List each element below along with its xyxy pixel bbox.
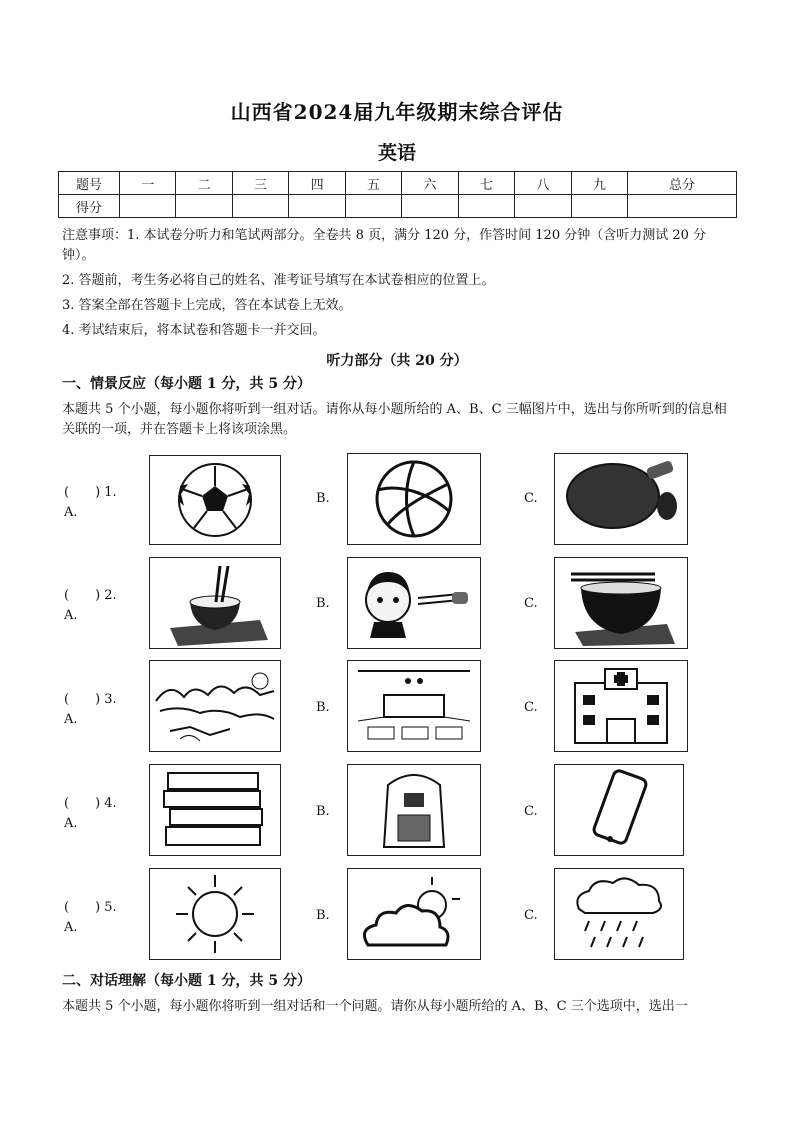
option-c-label: C. [524,804,538,819]
note-item: 4. 考试结束后，将本试卷和答题卡一并交回。 [62,323,326,338]
score-table [58,171,737,218]
noodle-bowl-icon[interactable] [554,557,688,649]
question-1-label: ( ) 1. [64,485,117,500]
score-cell[interactable] [232,195,288,218]
books-stack-icon[interactable] [149,764,281,856]
option-c-label: C. [524,596,538,611]
volleyball-icon[interactable] [347,453,481,545]
rice-bowl-chopsticks-icon[interactable] [149,557,281,649]
soccer-ball-icon[interactable] [149,455,281,545]
note-item: 2. 答题前，考生务必将自己的姓名、准考证号填写在本试卷相应的位置上。 [62,273,495,288]
note-item: 注意事项：1. 本试卷分听力和笔试两部分。全卷共 8 页，满分 120 分，作答时间 120 分钟（含听力测试 20 分钟）。 [62,228,707,263]
option-a-label: A. [64,608,78,623]
section1-title: 一、情景反应（每小题 1 分，共 5 分） [62,376,311,392]
score-header-cell: 一 [120,172,176,195]
countryside-scene-icon[interactable] [149,660,281,752]
option-b-label: B. [316,491,330,506]
score-header-cell: 五 [345,172,401,195]
option-a-label: A. [64,505,78,520]
note-item: 3. 答案全部在答题卡上完成，答在本试卷上无效。 [62,298,352,313]
score-header-cell: 六 [402,172,458,195]
score-table-header-row [59,172,737,195]
option-a-label: A. [64,920,78,935]
section1-description: 本题共 5 个小题，每小题你将听到一组对话。请你从每小题所给的 A、B、C 三幅图片中，选出与你所听到的信息相关联的一项，并在答题卡上将该项涂黑。 [62,402,727,437]
score-cell[interactable] [176,195,232,218]
cloudy-sun-icon[interactable] [347,868,481,960]
option-c-label: C. [524,908,538,923]
score-cell[interactable] [120,195,176,218]
question-5-label: ( ) 5. [64,900,117,915]
option-b-label: B. [316,596,330,611]
backpack-icon[interactable] [347,764,481,856]
score-cell[interactable] [628,195,737,218]
score-header-cell: 二 [176,172,232,195]
ping-pong-paddle-icon[interactable] [554,453,688,545]
option-c-label: C. [524,491,538,506]
score-cell[interactable] [289,195,345,218]
rain-cloud-icon[interactable] [554,868,684,960]
page-title: 山西省2024届九年级期末综合评估 [230,100,564,124]
section2-description: 本题共 5 个小题，每小题你将听到一组对话和一个问题。请你从每小题所给的 A、B、C 三个选项中，选出一 [62,999,688,1014]
girl-chopsticks-icon[interactable] [347,557,481,649]
score-cell[interactable] [345,195,401,218]
score-header-cell: 八 [515,172,571,195]
question-3-label: ( ) 3. [64,692,117,707]
option-b-label: B. [316,908,330,923]
score-cell[interactable] [515,195,571,218]
score-header-cell: 四 [289,172,345,195]
smartphone-icon[interactable] [554,764,684,856]
section2-title: 二、对话理解（每小题 1 分，共 5 分） [62,973,311,989]
exam-notes [62,226,736,346]
score-header-cell: 七 [458,172,514,195]
option-c-label: C. [524,700,538,715]
score-cell[interactable] [571,195,627,218]
score-header-cell: 题号 [59,172,120,195]
option-b-label: B. [316,804,330,819]
score-table-score-row [59,195,737,218]
listening-heading: 听力部分（共 20 分） [326,353,468,369]
score-row-label: 得分 [59,195,120,218]
option-a-label: A. [64,712,78,727]
sun-icon[interactable] [149,868,281,960]
question-2-label: ( ) 2. [64,588,117,603]
option-a-label: A. [64,816,78,831]
score-header-cell: 三 [232,172,288,195]
hospital-icon[interactable] [554,660,688,752]
classroom-icon[interactable] [347,660,481,752]
score-header-cell: 九 [571,172,627,195]
score-header-cell: 总分 [628,172,737,195]
score-cell[interactable] [402,195,458,218]
option-b-label: B. [316,700,330,715]
question-4-label: ( ) 4. [64,796,117,811]
subject-title: 英语 [377,142,416,164]
score-cell[interactable] [458,195,514,218]
